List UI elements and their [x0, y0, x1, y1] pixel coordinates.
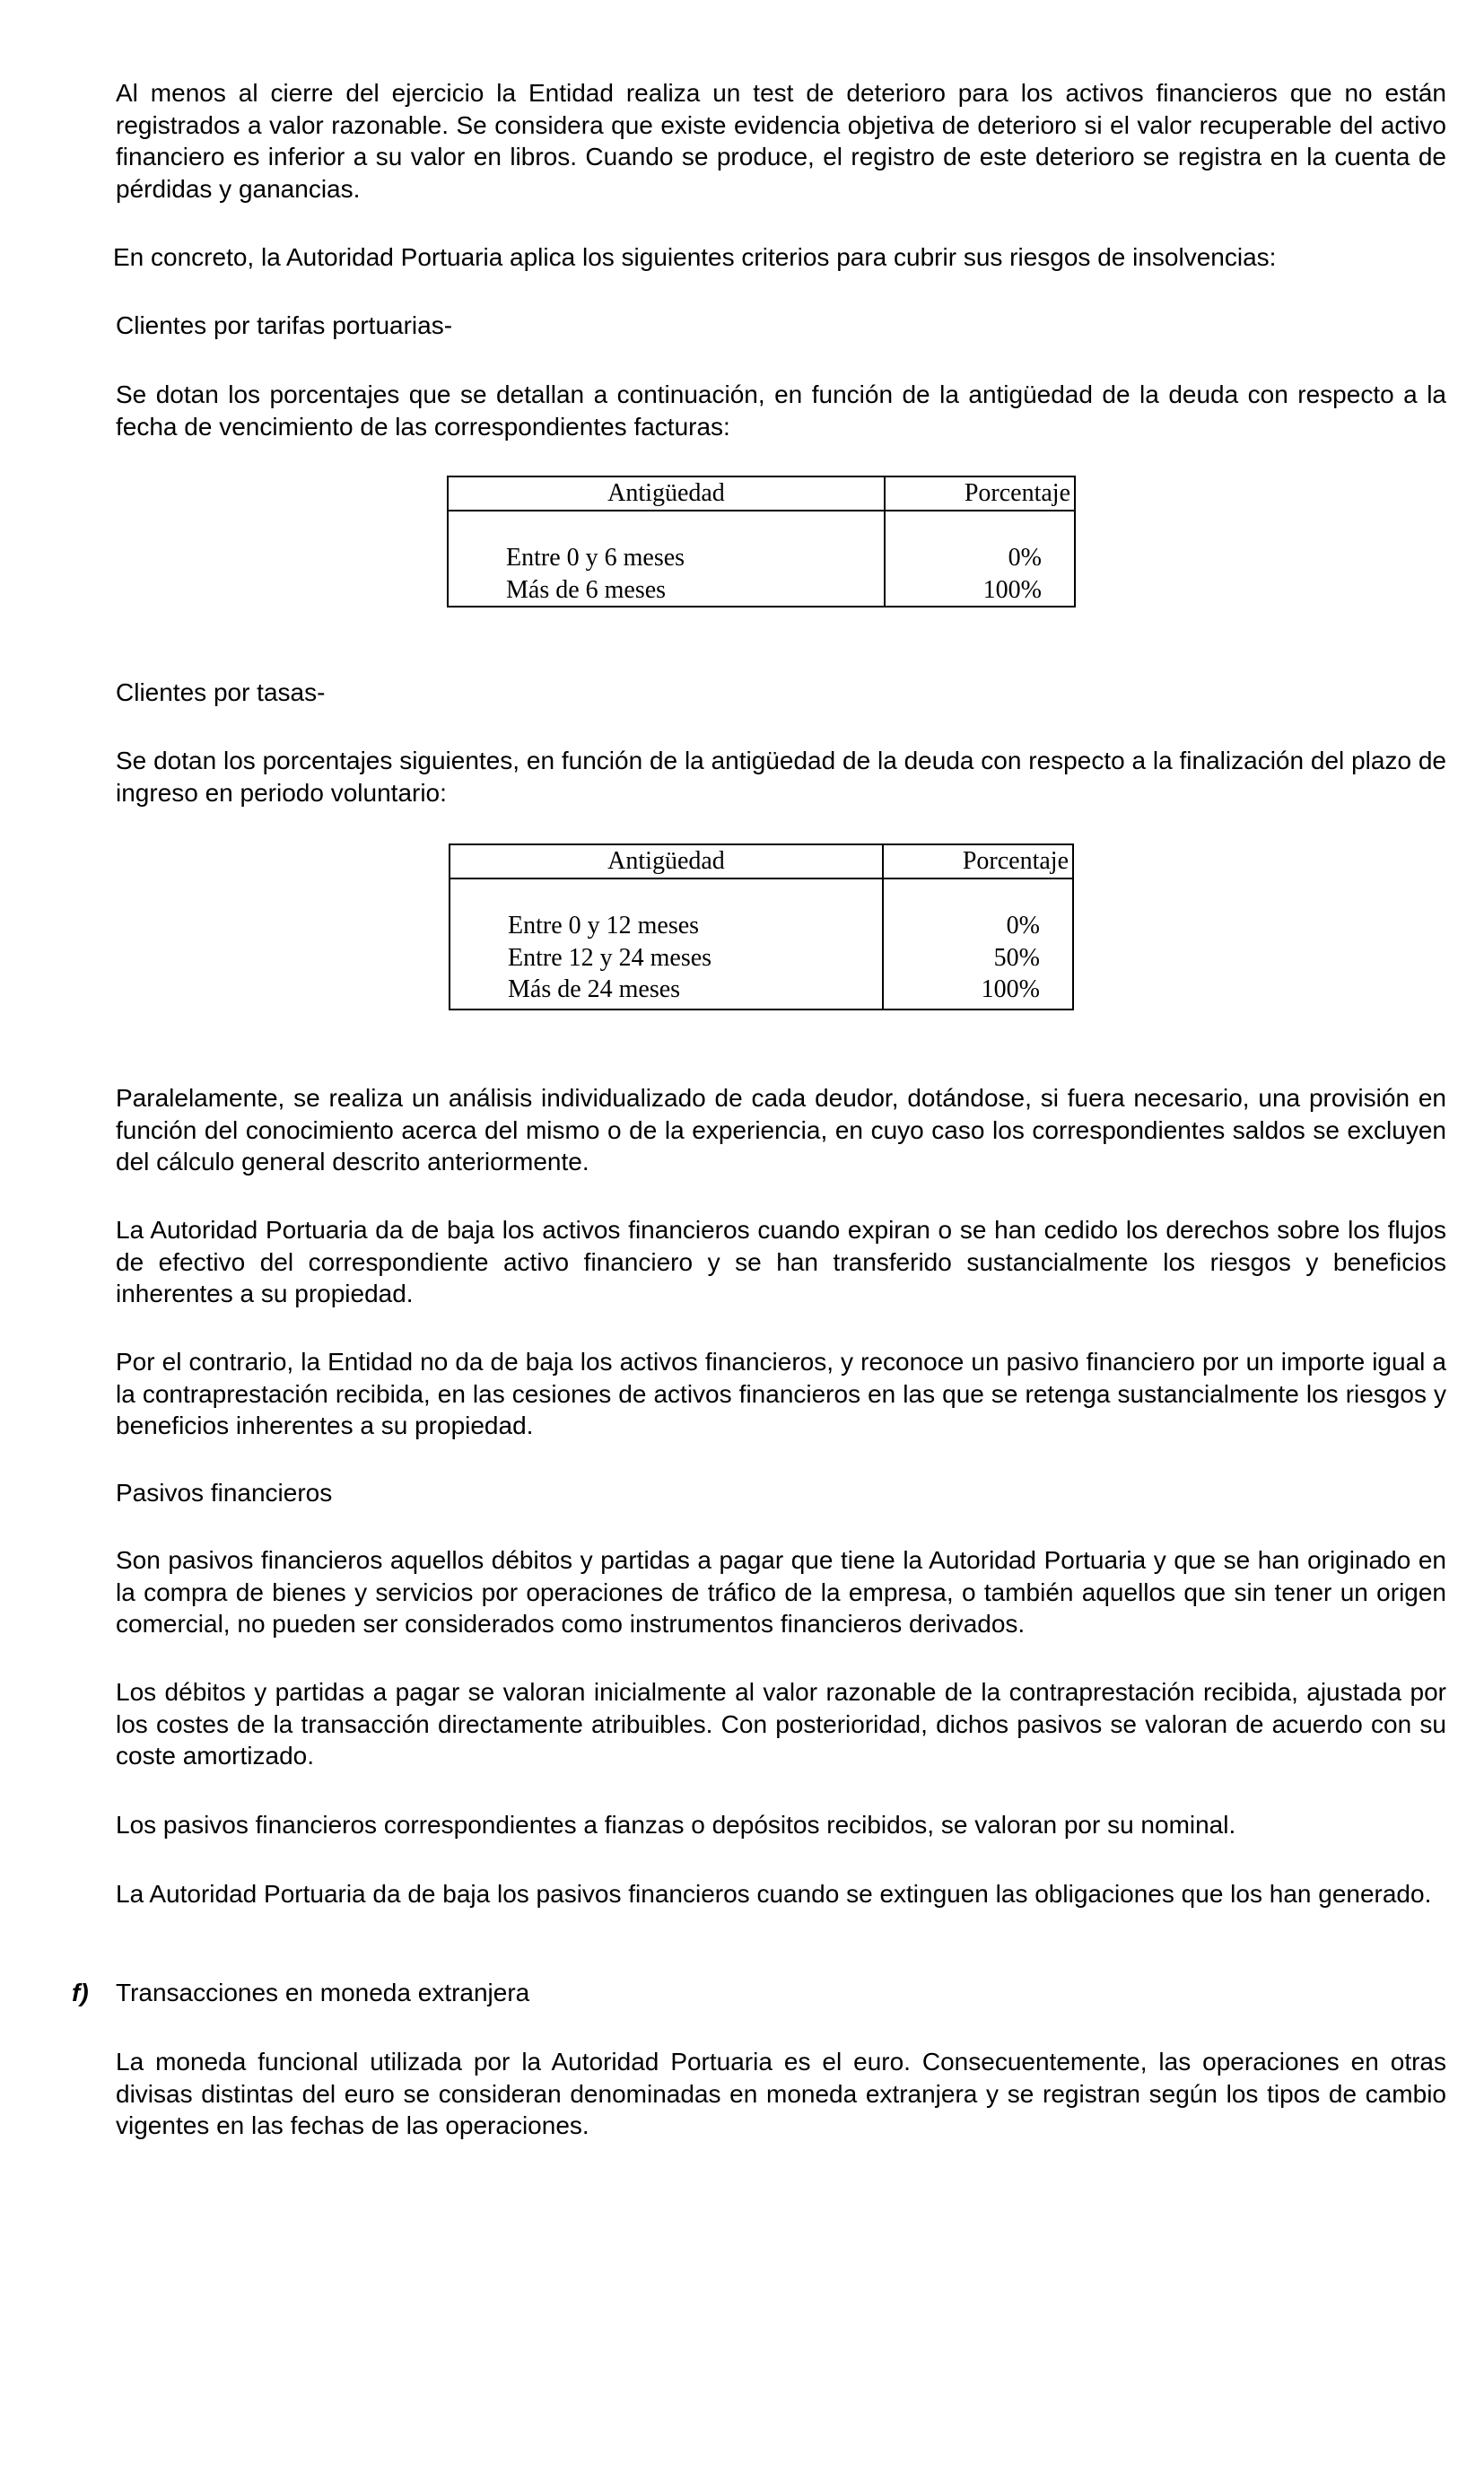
tasas-percentage-table: [449, 843, 1074, 1010]
table-cell-age: Entre 0 y 6 meses: [506, 544, 685, 572]
table-cell-percentage: 0%: [1006, 912, 1040, 940]
paragraph-pasivos-definition: Son pasivos financieros aquellos débitos y partidas a pagar que tiene la Autoridad Portuaria y que se han originado en la compra de bienes y servicios por operaciones de tráfico de la empresa, o también aquellos que sin tener un origen comercial, no pueden ser considerados como instrumentos financieros derivados.: [116, 1546, 1446, 1638]
paragraph-tasas-description: Se dotan los porcentajes siguientes, en función de la antigüedad de la deuda con respecto a la finalización del plazo de ingreso en periodo voluntario:: [116, 747, 1446, 807]
table-cell-percentage: 0%: [1008, 544, 1042, 572]
section-marker: f): [72, 1979, 89, 2006]
heading-clientes-tarifas: Clientes por tarifas portuarias-: [116, 311, 453, 339]
paragraph-moneda-funcional: La moneda funcional utilizada por la Autoridad Portuaria es el euro. Consecuentemente, las operaciones en otras divisas distintas del euro se consideran denominadas en moneda extranjera y se registran según los tipos de cambio vigentes en las fechas de las operaciones.: [116, 2048, 1446, 2139]
paragraph-derecognition-assets: La Autoridad Portuaria da de baja los activos financieros cuando expiran o se han cedido los derechos sobre los flujos de efectivo del correspondiente activo financiero y se han transferido sustancialmente los riesgos y beneficios inherentes a su propiedad.: [116, 1216, 1446, 1307]
table-cell-percentage: 100%: [982, 575, 1042, 604]
paragraph-no-derecognition: Por el contrario, la Entidad no da de baja los activos financieros, y reconoce un pasivo financiero por un importe igual a la contraprestación recibida, en las cesiones de activos financieros en las que se retenga sustancialmente los riesgos y beneficios inherentes a su propiedad.: [116, 1348, 1446, 1439]
table-header-age: Antigüedad: [448, 476, 885, 511]
age-column: [450, 878, 883, 1010]
table-cell-age: Más de 24 meses: [508, 975, 681, 1003]
paragraph-pasivos-valuation: Los débitos y partidas a pagar se valoran inicialmente al valor razonable de la contraprestación recibida, ajustada por los costes de la transacción directamente atribuibles. Con posterioridad, dichos pasivos se valoran de acuerdo con su coste amortizado.: [116, 1678, 1446, 1770]
table-header-age: Antigüedad: [450, 844, 883, 878]
percentage-column: [883, 878, 1073, 1010]
paragraph-derecognition-liabilities: La Autoridad Portuaria da de baja los pasivos financieros cuando se extinguen las obligaciones que los han generado.: [116, 1880, 1432, 1908]
table-cell-percentage: 100%: [981, 975, 1040, 1003]
table-header-percentage: Porcentaje: [883, 844, 1073, 878]
paragraph-fianzas: Los pasivos financieros correspondientes a fianzas o depósitos recibidos, se valoran por su nominal.: [116, 1811, 1236, 1839]
table-cell-age: Más de 6 meses: [506, 575, 667, 604]
table-cell-percentage: 50%: [993, 943, 1040, 972]
heading-pasivos-financieros: Pasivos financieros: [116, 1479, 333, 1507]
percentage-column: [885, 511, 1075, 607]
table-cell-age: Entre 0 y 12 meses: [508, 912, 700, 940]
heading-clientes-tasas: Clientes por tasas-: [116, 678, 326, 706]
table-cell-age: Entre 12 y 24 meses: [508, 943, 712, 972]
heading-moneda-extranjera: Transacciones en moneda extranjera: [116, 1979, 530, 2006]
age-column: [448, 511, 885, 607]
tarifas-percentage-table: [447, 476, 1076, 607]
paragraph-individual-analysis: Paralelamente, se realiza un análisis individualizado de cada deudor, dotándose, si fuera necesario, una provisión en función del conocimiento acerca del mismo o de la experiencia, en cuyo caso los correspondientes saldos se excluyen del cálculo general descrito anteriormente.: [116, 1084, 1446, 1176]
paragraph-tarifas-description: Se dotan los porcentajes que se detallan a continuación, en función de la antigüedad de la deuda con respecto a la fecha de vencimiento de las correspondientes facturas:: [116, 380, 1446, 441]
paragraph-impairment-test: Al menos al cierre del ejercicio la Entidad realiza un test de deterioro para los activos financieros que no están registrados a valor razonable. Se considera que existe evidencia objetiva de deterioro si el valor recuperable del activo financiero es inferior a su valor en libros. Cuando se produce, el registro de este deterioro se registra en la cuenta de pérdidas y ganancias.: [116, 79, 1446, 203]
table-header-percentage: Porcentaje: [885, 476, 1075, 511]
paragraph-criteria-intro: En concreto, la Autoridad Portuaria aplica los siguientes criterios para cubrir sus riesgos de insolvencias:: [113, 243, 1277, 271]
